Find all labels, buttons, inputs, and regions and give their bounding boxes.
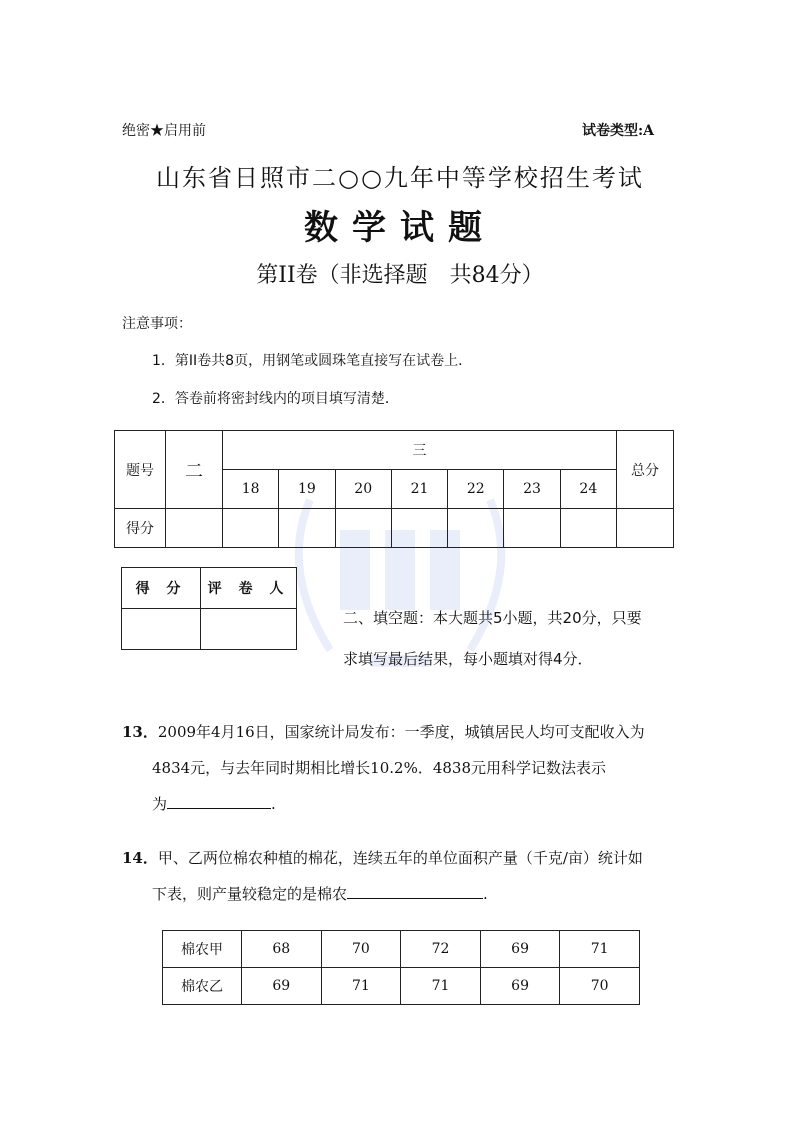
question-text: . bbox=[271, 795, 276, 813]
total-cell[interactable] bbox=[617, 509, 674, 548]
row-label: 棉农乙 bbox=[163, 968, 242, 1005]
grader-name-cell[interactable] bbox=[201, 609, 297, 650]
score-cell[interactable] bbox=[223, 509, 279, 548]
question-col: 19 bbox=[279, 470, 335, 509]
question-14 bbox=[122, 840, 682, 912]
table-cell: 70 bbox=[560, 968, 640, 1005]
question-col: 22 bbox=[448, 470, 504, 509]
confidential-label: 绝密★启用前 bbox=[122, 123, 206, 139]
total-header: 总分 bbox=[617, 431, 674, 509]
score-cell[interactable] bbox=[448, 509, 504, 548]
table-cell: 71 bbox=[401, 968, 481, 1005]
table-cell: 69 bbox=[480, 968, 560, 1005]
table-cell: 69 bbox=[480, 931, 560, 968]
section-two-header: 二 bbox=[166, 431, 223, 509]
score-cell[interactable] bbox=[560, 509, 616, 548]
table-cell: 71 bbox=[560, 931, 640, 968]
score-cell[interactable] bbox=[391, 509, 447, 548]
question-number: 14． bbox=[122, 849, 158, 867]
score-cell[interactable] bbox=[166, 509, 223, 548]
volume-title: 第II卷（非选择题 共84分） bbox=[256, 263, 544, 288]
paper-type-label: 试卷类型:A bbox=[581, 123, 654, 139]
score-cell[interactable] bbox=[504, 509, 560, 548]
notes-heading: 注意事项： bbox=[122, 316, 192, 332]
grader-table bbox=[121, 567, 297, 650]
question-text: 2009年4月16日，国家统计局发布：一季度，城镇居民人均可支配收入为 bbox=[157, 723, 645, 741]
grader-score-label: 得 分 bbox=[122, 568, 201, 609]
exam-title: 山东省日照市二○○九年中等学校招生考试 bbox=[156, 164, 644, 192]
answer-blank[interactable] bbox=[347, 884, 483, 899]
table-cell: 69 bbox=[242, 968, 322, 1005]
question-text: 甲、乙两位棉农种植的棉花，连续五年的单位面积产量（千克/亩）统计如 bbox=[157, 849, 643, 867]
answer-blank[interactable] bbox=[167, 794, 271, 809]
question-col: 18 bbox=[223, 470, 279, 509]
table-cell: 70 bbox=[321, 931, 401, 968]
table-row bbox=[163, 968, 640, 1005]
question-col: 21 bbox=[391, 470, 447, 509]
subject-title: 数学试题 bbox=[304, 208, 496, 248]
question-col: 24 bbox=[560, 470, 616, 509]
question-text: 下表，则产量较稳定的是棉农 bbox=[152, 885, 348, 903]
grader-name-label: 评 卷 人 bbox=[201, 568, 297, 609]
question-col: 20 bbox=[335, 470, 391, 509]
question-number-label: 题号 bbox=[115, 431, 166, 509]
table-cell: 68 bbox=[242, 931, 322, 968]
yield-table bbox=[162, 930, 640, 1005]
question-text: . bbox=[483, 885, 488, 903]
row-label: 棉农甲 bbox=[163, 931, 242, 968]
section-instructions-cont: 求填写最后结果，每小题填对得4分． bbox=[343, 650, 593, 668]
question-13 bbox=[122, 714, 682, 822]
question-number: 13． bbox=[122, 723, 158, 741]
score-table bbox=[114, 430, 674, 548]
question-text: 4834元，与去年同时期相比增长10.2%．4838元用科学记数法表示 bbox=[152, 759, 607, 777]
score-cell[interactable] bbox=[335, 509, 391, 548]
score-cell[interactable] bbox=[279, 509, 335, 548]
note-item: 1．第II卷共8页，用钢笔或圆珠笔直接写在试卷上． bbox=[152, 353, 473, 369]
table-cell: 72 bbox=[401, 931, 481, 968]
section-three-header: 三 bbox=[223, 431, 617, 470]
score-row-label: 得分 bbox=[115, 509, 166, 548]
section-instructions: 二、填空题：本大题共5小题，共20分，只要 bbox=[343, 609, 642, 627]
question-text: 为 bbox=[152, 795, 168, 813]
grader-score-cell[interactable] bbox=[122, 609, 201, 650]
note-item: 2．答卷前将密封线内的项目填写清楚． bbox=[152, 391, 399, 407]
table-row bbox=[163, 931, 640, 968]
question-col: 23 bbox=[504, 470, 560, 509]
table-cell: 71 bbox=[321, 968, 401, 1005]
